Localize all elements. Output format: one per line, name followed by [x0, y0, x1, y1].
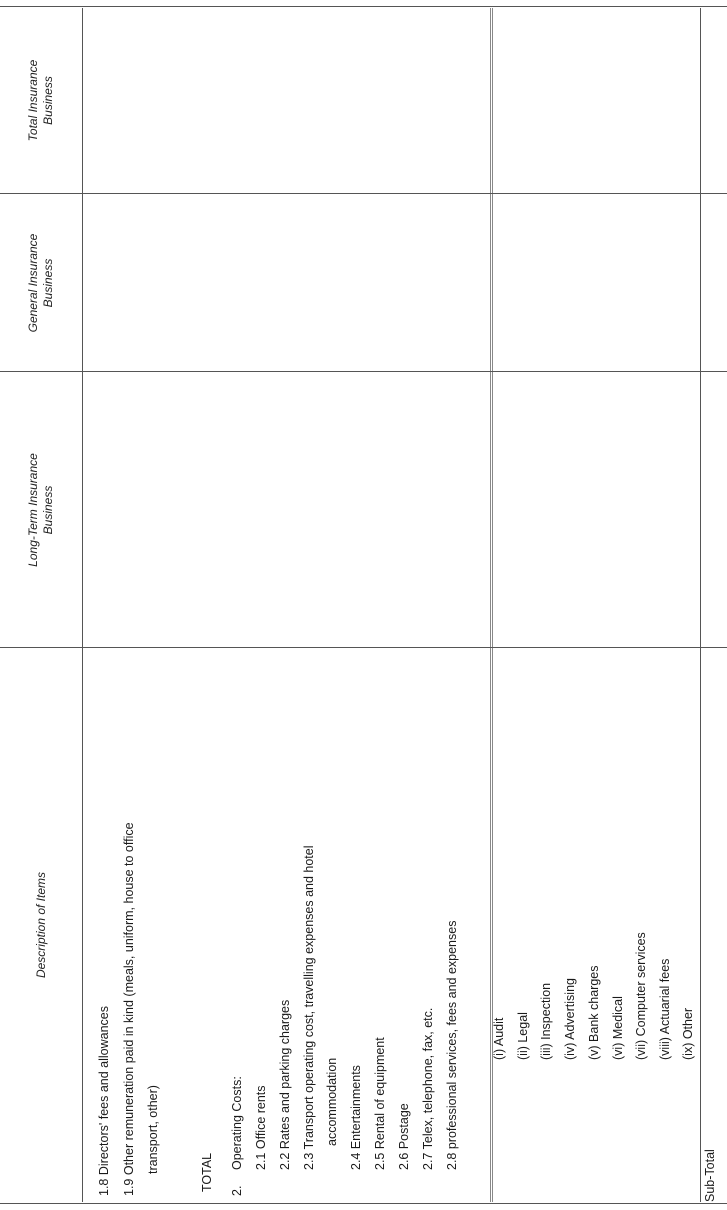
header-total-line1: Total Insurance — [26, 59, 40, 142]
subitem-legal: (ii) Legal — [516, 1012, 530, 1060]
table-border-top — [0, 6, 727, 7]
subitem-audit: (i) Audit — [492, 1017, 506, 1060]
header-description — [0, 648, 82, 1202]
column-separator-general — [0, 193, 727, 194]
row-2-2: 2.2 Rates and parking charges — [278, 999, 292, 1170]
row-1-8: 1.8 Directors' fees and allowances — [97, 1006, 111, 1196]
subitem-actuarial-fees: (viii) Actuarial fees — [658, 958, 672, 1060]
section-2-title: Operating Costs: — [230, 1076, 244, 1170]
column-separator-longterm — [0, 371, 727, 372]
total-row-label: TOTAL — [200, 1152, 214, 1192]
subitem-advertising: (iv) Advertising — [563, 978, 577, 1060]
header-long-term-line1: Long-Term Insurance — [26, 453, 40, 567]
row-2-6: 2.6 Postage — [397, 1103, 411, 1170]
subtotal-label: Sub-Total — [703, 1149, 717, 1202]
row-2-3-line2: accommodation — [325, 1057, 339, 1146]
subitem-bank-charges: (v) Bank charges — [587, 965, 601, 1060]
row-2-7: 2.7 Telex, telephone, fax, etc. — [421, 1007, 435, 1170]
header-total — [0, 7, 82, 194]
header-long-term-line2: Business — [41, 485, 55, 535]
subitem-computer-services: (vii) Computer services — [634, 932, 648, 1060]
subitem-inspection: (iii) Inspection — [539, 982, 553, 1060]
table-border-bottom — [0, 1203, 727, 1204]
header-general-line1: General Insurance — [26, 233, 40, 333]
header-general-line2: Business — [41, 258, 55, 308]
row-2-4: 2.4 Entertainments — [349, 1065, 363, 1170]
header-total-line2: Business — [41, 76, 55, 125]
header-description-text: Description of Items — [33, 871, 48, 979]
column-separator-desc — [0, 647, 727, 648]
row-1-9-line1: 1.9 Other remuneration paid in kind (meals, uniform, house to office — [122, 822, 136, 1196]
row-2-5: 2.5 Rental of equipment — [373, 1037, 387, 1170]
subitem-other: (ix) Other — [681, 1007, 695, 1060]
header-long-term — [0, 372, 82, 648]
subitem-medical: (vi) Medical — [611, 996, 625, 1060]
header-separator — [82, 8, 83, 1202]
row-2-8: 2.8 professional services, fees and expenses — [445, 920, 459, 1170]
header-general — [0, 194, 82, 372]
row-1-9-line2: transport, other) — [146, 1085, 160, 1174]
column-separator-right — [700, 8, 701, 1202]
row-separator-1 — [490, 8, 491, 1202]
section-2-number: 2. — [230, 1185, 244, 1196]
row-2-1: 2.1 Office rents — [254, 1085, 268, 1170]
row-2-3-line1: 2.3 Transport operating cost, travelling expenses and hotel — [302, 845, 316, 1170]
